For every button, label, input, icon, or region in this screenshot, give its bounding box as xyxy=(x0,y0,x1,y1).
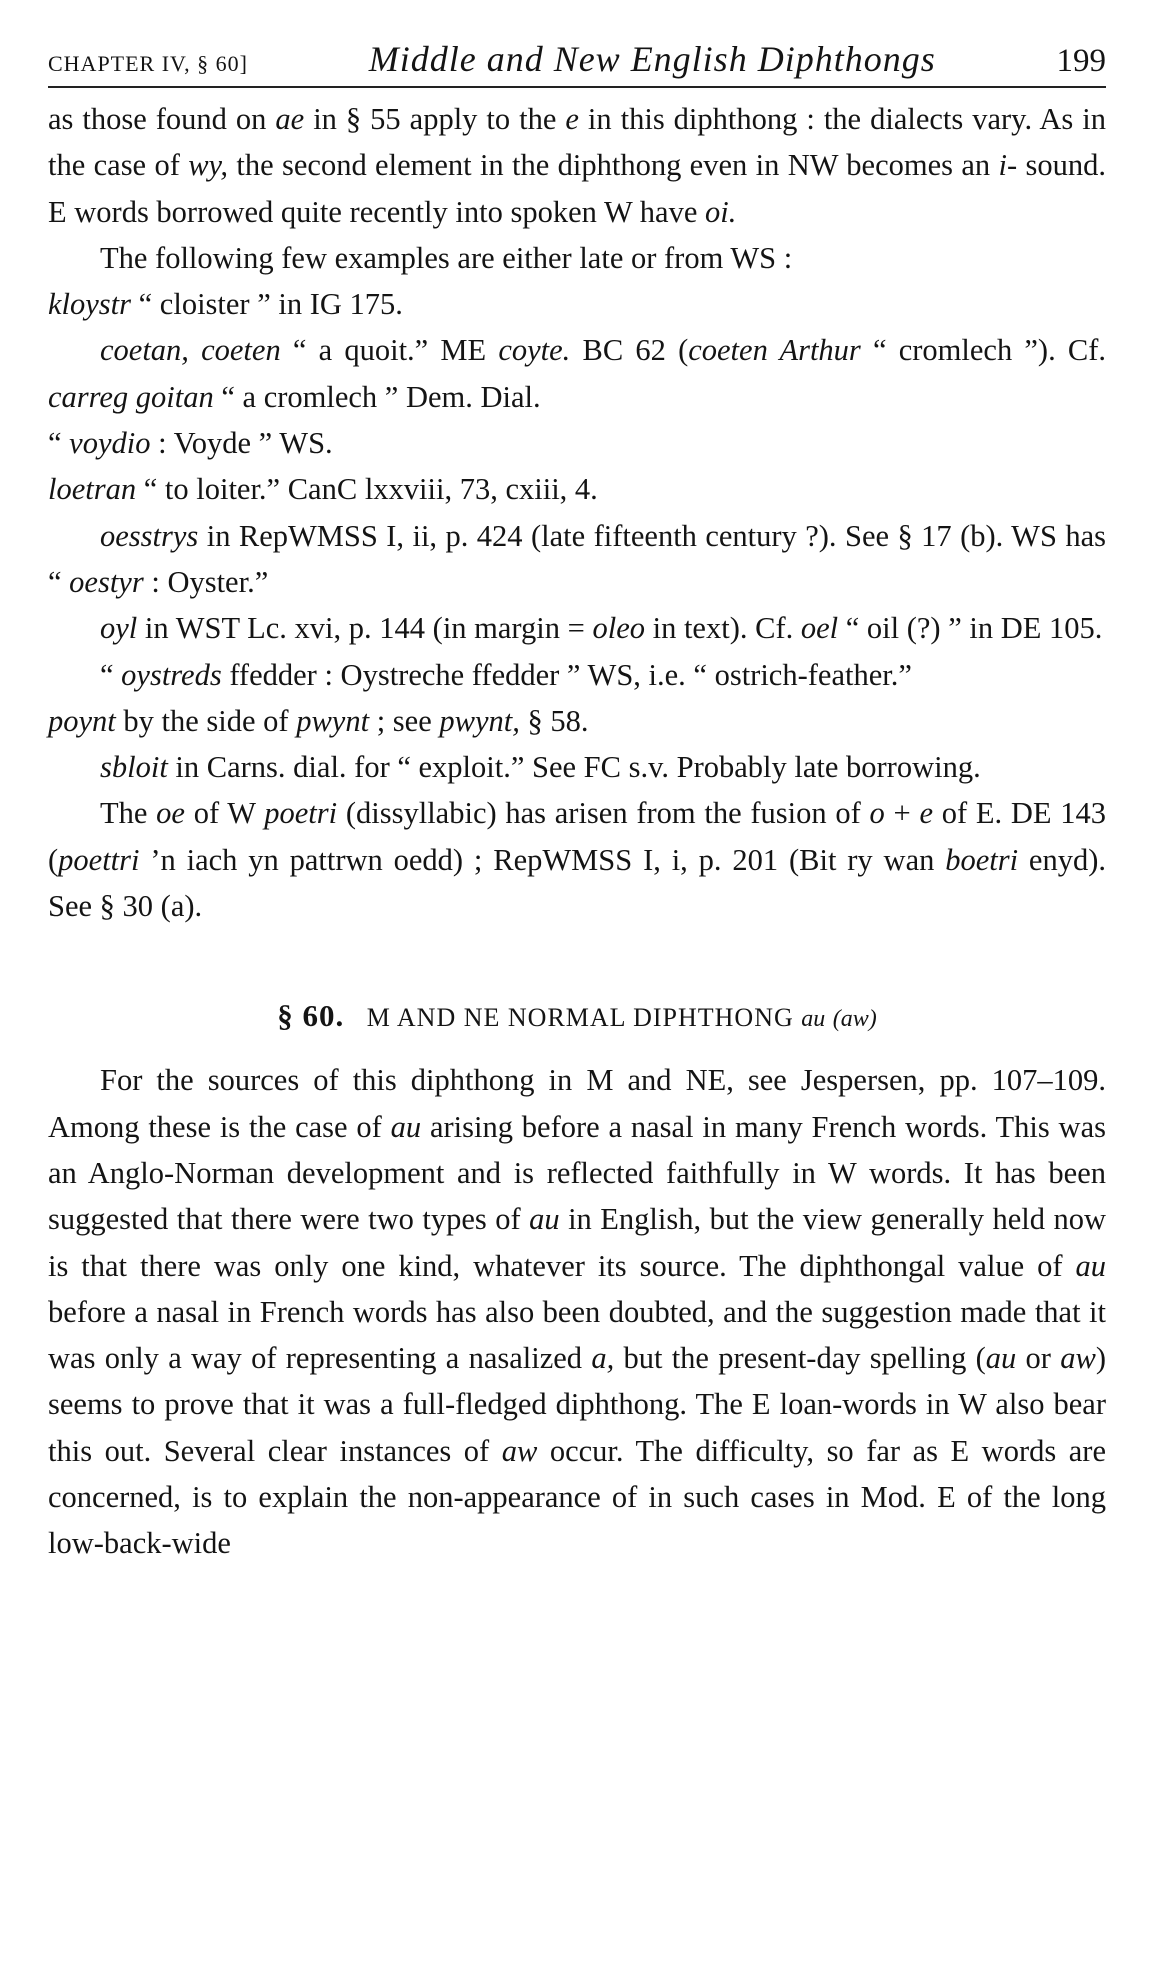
section-form: au xyxy=(801,1006,826,1033)
text-run: The following few examples are either late or from WS : xyxy=(100,240,793,275)
text-run: “ cromlech ”). Cf. xyxy=(860,333,1107,368)
italic-term: poettri xyxy=(58,842,140,877)
text-run: of W xyxy=(184,796,265,831)
italic-term: coyte. xyxy=(498,333,571,368)
text-run: + xyxy=(884,796,920,831)
text-run: arising before a nasal in many French words. This was an Anglo-Norman development and is reflected faithfully in W words. It has been suggested that there were two types of xyxy=(48,1109,1106,1237)
italic-term: coeten Arthur xyxy=(688,333,861,368)
text-run: sound. E words borrowed quite recently into spoken W have xyxy=(48,148,1107,229)
text-run: but the present-day spelling ( xyxy=(614,1341,986,1376)
italic-term: au xyxy=(1075,1248,1106,1283)
text-run: For the sources of this diphthong in M and NE, see Jespersen, pp. 107–109. Among these is the case of xyxy=(48,1063,1106,1144)
section-heading xyxy=(48,993,1106,1039)
italic-term: au xyxy=(529,1202,560,1237)
text-run: the second element in the diphthong even in NW becomes an xyxy=(228,148,999,183)
italic-term: au xyxy=(985,1341,1017,1376)
text-run: ; see xyxy=(369,703,440,738)
example-entry xyxy=(48,420,1106,466)
text-run: BC 62 ( xyxy=(570,333,689,368)
italic-term: oleo xyxy=(592,611,645,646)
text-run: The xyxy=(100,796,157,831)
text-run: ) seems to prove that it was a full-fledged diphthong. The E loan-words in W also bear this out. Several clear instances of xyxy=(48,1341,1106,1468)
text-run: occur. The difficulty, so far as E words are concerned, is to explain the non-appearance of in such cases in Mod. E of the long low-back-wide xyxy=(48,1433,1106,1561)
italic-term: o xyxy=(869,796,885,831)
italic-term: pwynt, xyxy=(439,703,520,738)
italic-term: e xyxy=(919,796,933,831)
text-run: “ to loiter.” CanC lxxviii, 73, cxiii, 4. xyxy=(136,472,598,507)
text-run: “ xyxy=(48,426,70,461)
italic-term: oystreds xyxy=(121,657,222,692)
paragraph xyxy=(48,1057,1106,1566)
italic-term: poynt xyxy=(48,703,116,738)
italic-term: oestyr xyxy=(69,564,144,599)
italic-term: ae xyxy=(275,102,305,136)
section-number: § 60. xyxy=(277,998,345,1034)
example-entry xyxy=(48,327,1106,420)
italic-term: kloystr xyxy=(48,287,132,322)
italic-term: e xyxy=(565,102,579,136)
italic-term: loetran xyxy=(48,472,137,507)
italic-term: i- xyxy=(998,148,1018,183)
example-entry xyxy=(48,744,1106,790)
text-run: in this diphthong : the dialects vary. As in the case of xyxy=(48,102,1106,183)
text-run: “ cloister ” in IG 175. xyxy=(131,287,403,322)
italic-term: pwynt xyxy=(296,703,370,738)
example-entry xyxy=(48,698,1106,744)
italic-term: aw xyxy=(501,1433,538,1468)
italic-term: oesstrys xyxy=(100,518,199,553)
italic-term: poetri xyxy=(264,796,338,831)
italic-term: oe xyxy=(156,796,185,831)
section-title: M AND NE NORMAL DIPHTHONG xyxy=(366,1003,794,1033)
text-run: in WST Lc. xvi, p. 144 (in margin = xyxy=(137,611,593,646)
paragraph xyxy=(48,96,1106,235)
text-run: ffedder : Oystreche ffedder ” WS, i.e. “ ostrich-feather.” xyxy=(221,657,912,692)
italic-term: aw xyxy=(1060,1341,1096,1376)
text-run: (dissyllabic) has arisen from the fusion of xyxy=(337,796,870,831)
italic-term: wy, xyxy=(188,148,229,183)
page-number: 199 xyxy=(1056,43,1106,79)
text-run: enyd). See § 30 (a). xyxy=(48,842,1106,924)
italic-term: coetan, coeten xyxy=(100,333,281,368)
text-run: § 58. xyxy=(519,703,589,738)
paragraph xyxy=(48,235,1106,281)
text-run: ’n iach yn pattrwn oedd) ; RepWMSS I, i, p. 201 (Bit ry wan xyxy=(139,842,946,877)
text-run: by the side of xyxy=(115,703,297,738)
italic-term: oyl xyxy=(100,611,138,646)
italic-term: sbloit xyxy=(100,750,168,785)
example-entry xyxy=(48,466,1106,512)
italic-term: au xyxy=(390,1109,422,1144)
text-run: of E. DE 143 ( xyxy=(48,796,1107,877)
example-entry xyxy=(48,605,1106,651)
text-run: in text). Cf. xyxy=(644,611,801,646)
section-text xyxy=(48,1057,1106,1566)
text-run: : Oyster.” xyxy=(143,564,269,599)
text-run: or xyxy=(1016,1341,1061,1376)
text-run: in RepWMSS I, ii, p. 424 (late fifteenth century ?). See § 17 (b). WS has “ xyxy=(48,518,1106,599)
continued-text xyxy=(48,96,1106,929)
italic-term: oi. xyxy=(705,194,737,229)
text-run: : Voyde ” WS. xyxy=(150,426,333,461)
example-entry xyxy=(48,513,1106,606)
italic-term: carreg goitan xyxy=(48,379,214,414)
text-run: “ xyxy=(100,657,122,692)
text-run: as those found on xyxy=(48,102,276,136)
text-run: in § 55 apply to the xyxy=(304,102,566,136)
text-run: before a nasal in French words has also been doubted, and the suggestion made that it was only a way of representing a nasalized xyxy=(48,1294,1106,1376)
paragraph xyxy=(48,790,1106,929)
running-header xyxy=(48,38,1106,88)
example-entry xyxy=(48,281,1106,327)
italic-term: voydio xyxy=(69,426,151,461)
italic-term: oel xyxy=(800,611,839,646)
italic-term: boetri xyxy=(945,842,1019,877)
italic-term: a, xyxy=(591,1341,615,1376)
text-run: in Carns. dial. for “ exploit.” See FC s.v. Probably late borrowing. xyxy=(167,750,981,785)
text-run: “ a cromlech ” Dem. Dial. xyxy=(213,379,541,414)
text-run: “ a quoit.” ME xyxy=(280,333,499,368)
section-variant: (aw) xyxy=(832,1006,877,1033)
text-run: “ oil (?) ” in DE 105. xyxy=(838,611,1103,646)
chapter-reference: CHAPTER IV, § 60] xyxy=(48,51,248,76)
running-title: Middle and New English Diphthongs xyxy=(368,39,936,79)
text-run: in English, but the view generally held now is that there was only one kind, whatever its source. The diphthongal value of xyxy=(48,1202,1106,1283)
example-entry xyxy=(48,652,1106,698)
page xyxy=(48,38,1106,1567)
